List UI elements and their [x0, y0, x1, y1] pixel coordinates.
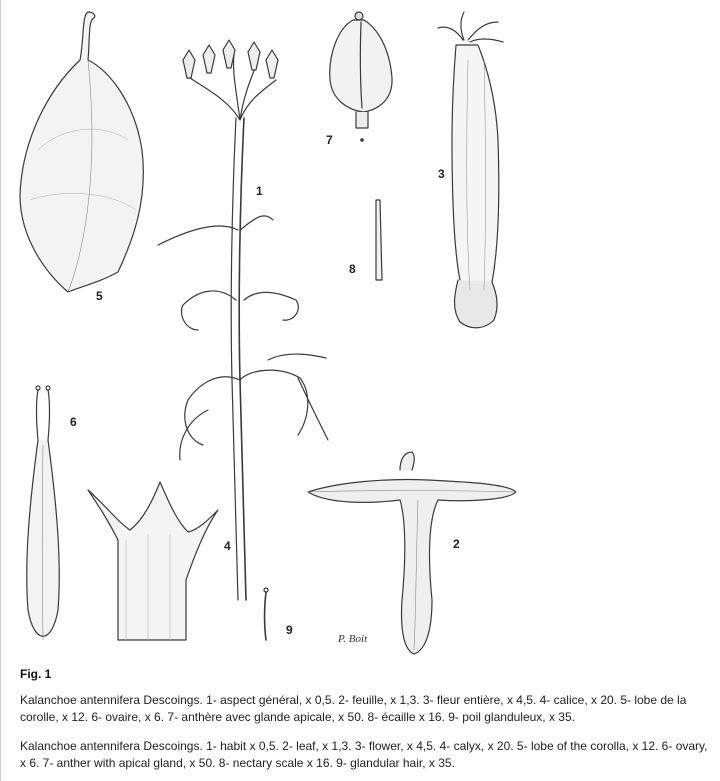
- label-part-2: 2: [453, 537, 460, 551]
- label-part-3: 3: [438, 167, 445, 181]
- ovary-drawing: [27, 386, 60, 640]
- anther-drawing: [330, 12, 392, 141]
- label-part-4: 4: [224, 539, 231, 553]
- leaf-drawing: [308, 452, 516, 654]
- illustrator-signature: P. Boit: [338, 633, 368, 645]
- caption-french: Kalanchoe antennifera Descoings. 1- aspect général, x 0,5. 2- feuille, x 1,3. 3- fleur entière, x 4,5. 4- calice, x 20. 5- lobe de la corolle, x 12. 6- ovaire, x 6. 7- anthère avec glande apicale, x 50. 8- écaille x 16. 9- poil glanduleux, x 35.: [20, 693, 687, 724]
- flower-drawing: [438, 12, 503, 328]
- label-part-8: 8: [349, 262, 356, 276]
- botanical-plate: [8, 0, 720, 660]
- page-left-border: [0, 0, 1, 781]
- glandular-hair-drawing: [264, 588, 268, 640]
- label-part-5: 5: [96, 289, 103, 303]
- label-part-6: 6: [70, 415, 77, 429]
- caption-english: Kalanchoe antennifera Descoings. 1- habit x 0,5. 2- leaf, x 1,3. 3- flower, x 4,5. 4- calyx, x 20. 5- lobe of the corolla, x 12. 6- ovary, x 6. 7- anther with apical gland, x 50. 8- nectary scale x 16. 9- glandular hair, x 35.: [20, 739, 708, 770]
- plant-habit-drawing: [158, 40, 328, 600]
- corolla-lobe-drawing: [20, 12, 143, 292]
- nectary-scale-drawing: [376, 200, 382, 280]
- plate-drawing: [8, 0, 720, 660]
- calyx-drawing: [88, 482, 218, 640]
- figure-title: Fig. 1: [20, 667, 52, 681]
- label-part-7: 7: [326, 133, 333, 147]
- label-part-1: 1: [256, 184, 263, 198]
- label-part-9: 9: [286, 623, 293, 637]
